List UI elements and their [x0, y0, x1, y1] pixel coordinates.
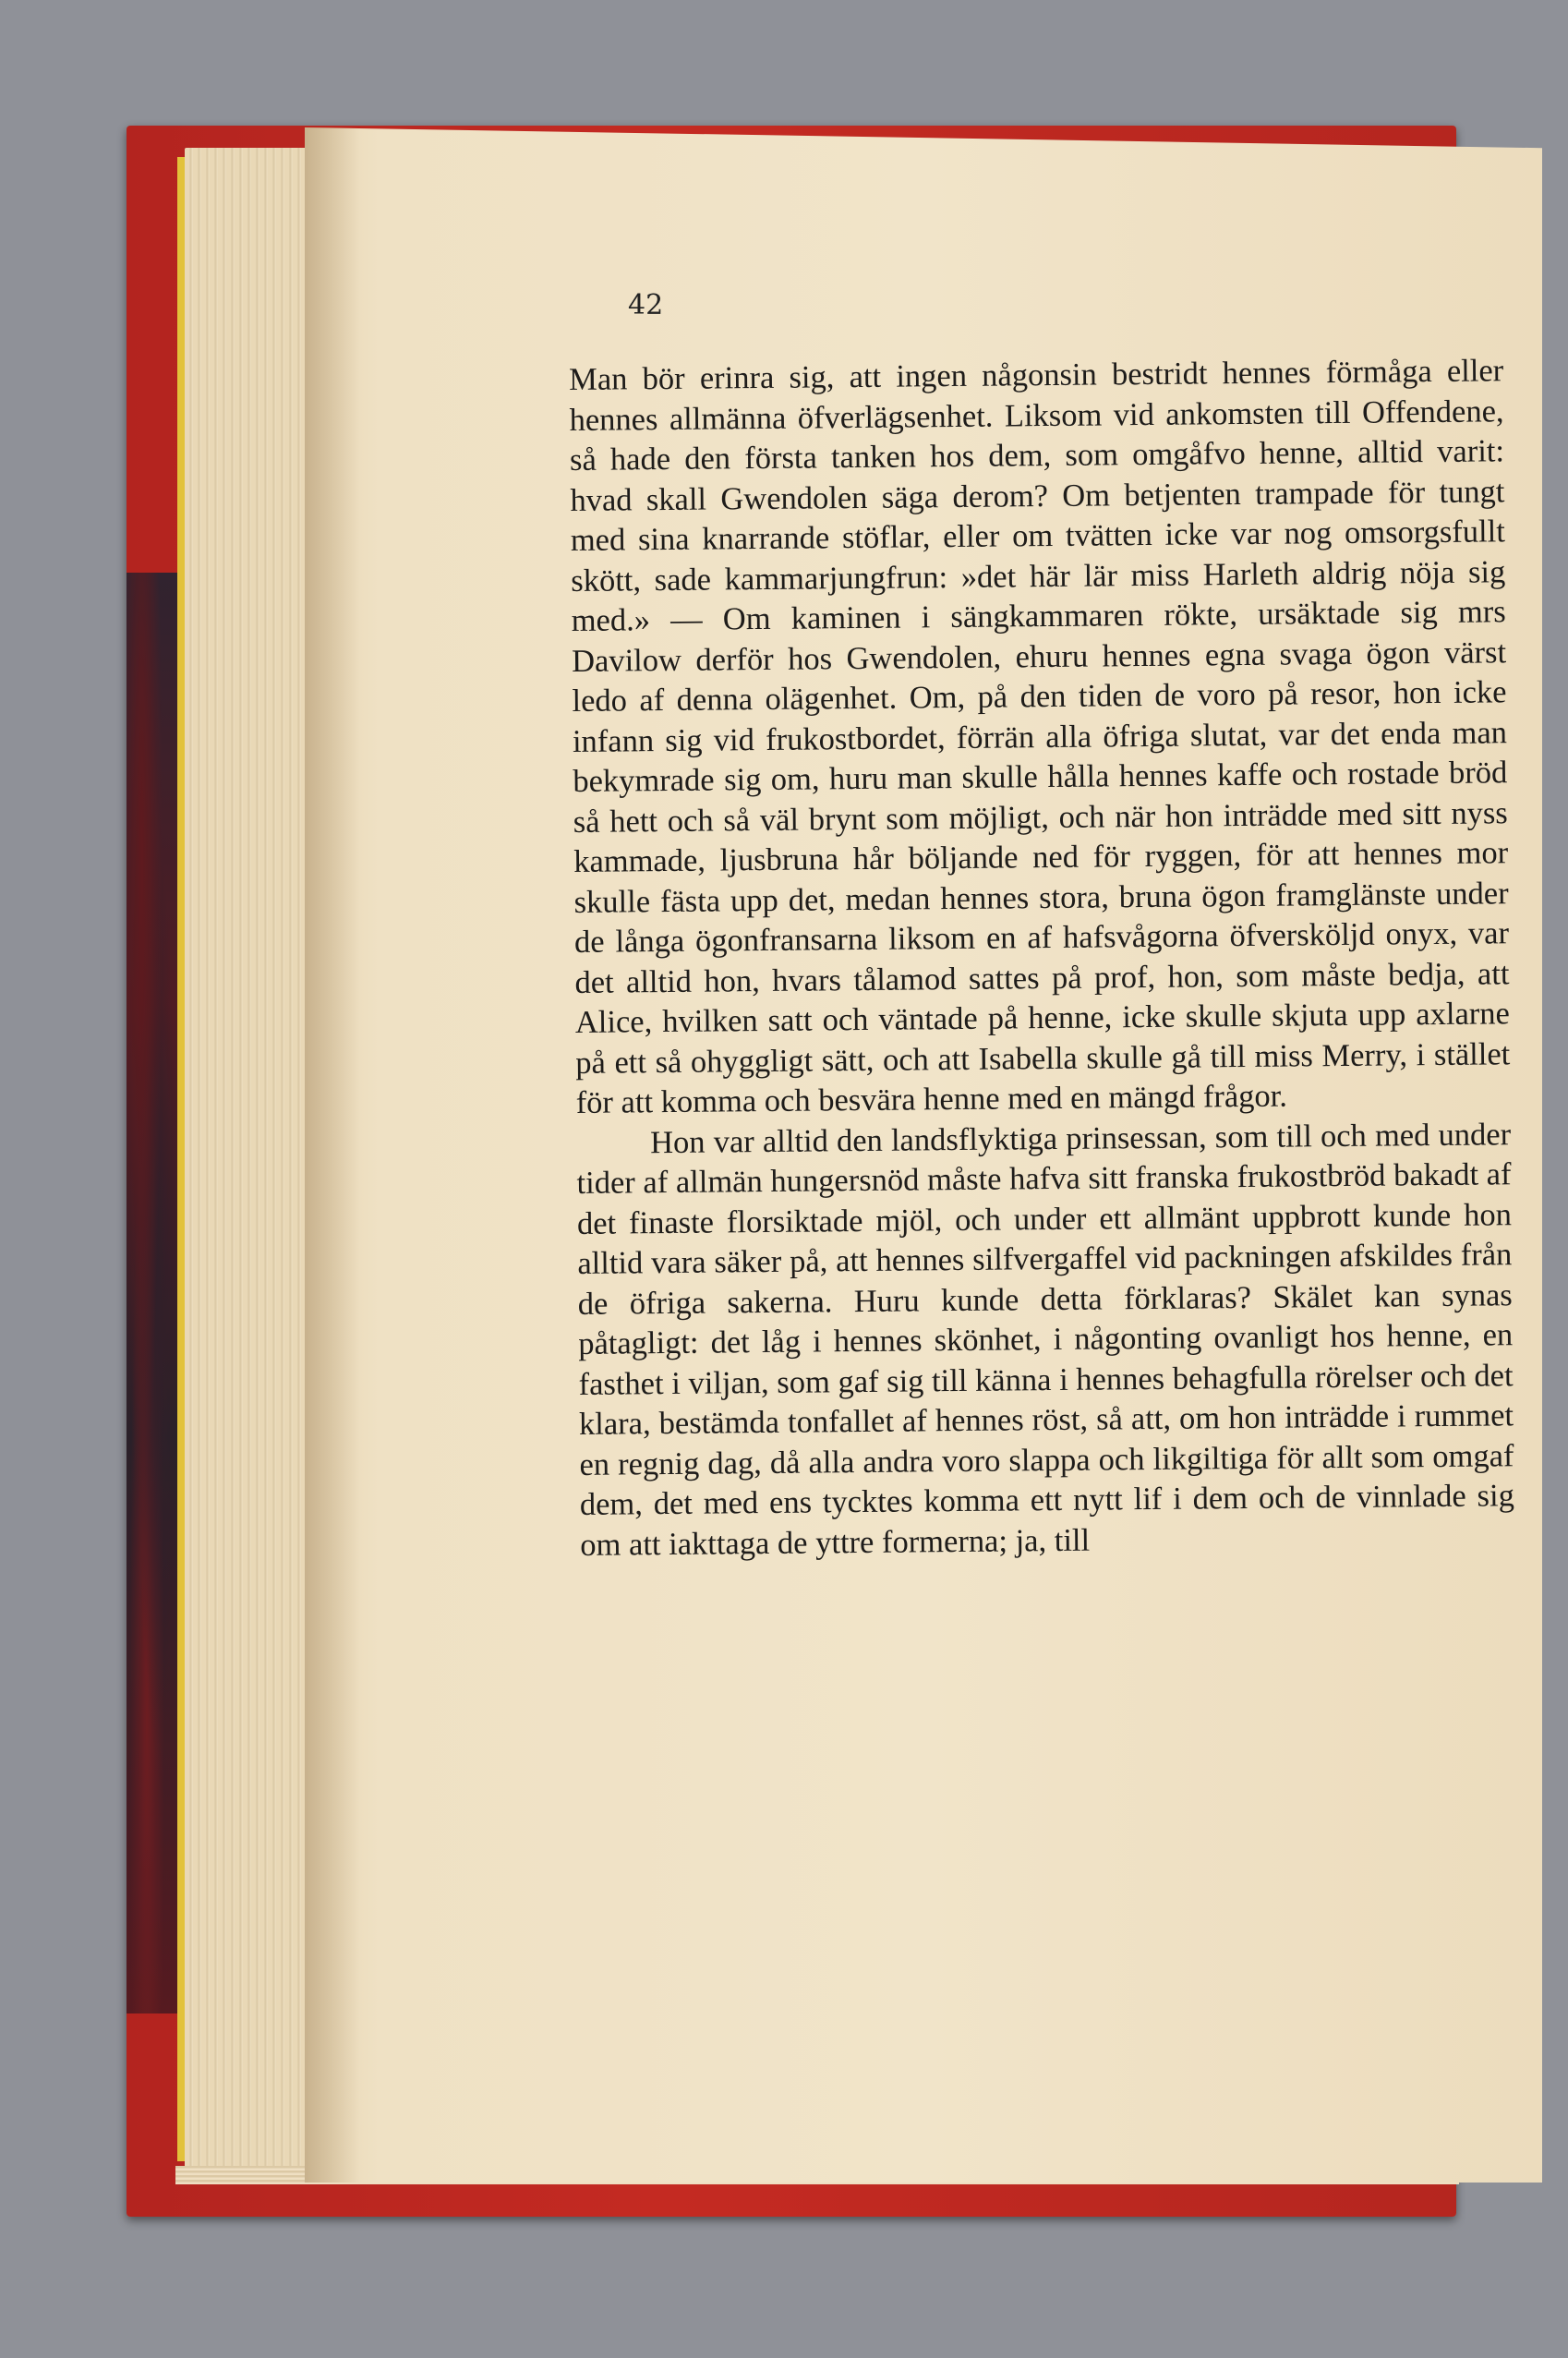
page-body-text	[569, 351, 1514, 1566]
page-stack	[185, 148, 323, 2180]
paragraph: Hon var alltid den landsflyktiga prinsessan, som till och med under tider af allmän hungersnöd måste hafva sitt franska frukostbröd bakadt af det finaste florsiktade mjöl, och under ett allmänt uppbrott kunde hon alltid vara säker på, att hennes silfvergaffel vid packningen afskildes från de öfriga sakerna. Huru kunde detta förklaras? Skälet kan synas påtagligt: det låg i hennes skönhet, i någonting ovanligt hos henne, en fasthet i viljan, som gaf sig till känna i hennes behagfulla rörelser och det klara, bestämda tonfallet af hennes röst, så att, om hon inträdde i rummet en regnig dag, då alla andra voro slappa och likgiltiga för allt som omgaf dem, det med ens tycktes komma ett nytt lif i dem och de vinnlade sig om att iakttaga de yttre formerna; ja, till	[576, 1116, 1515, 1563]
gutter-shadow	[305, 127, 360, 2183]
paragraph: Man bör erinra sig, att ingen någonsin bestridt hennes förmåga eller hennes allmänna öfverlägsenhet. Liksom vid ankomsten till Offendene, så hade den första tanken hos dem, som omgåfvo henne, alltid varit: hvad skall Gwendolen säga derom? Om betjenten trampade för tungt med sina knarrande stöflar, eller om tvätten icke var nog omsorgsfullt skött, sade kammarjungfrun: »det här lär miss Harleth aldrig nöja sig med.» — Om kaminen i sängkammaren rökte, ursäktade sig mrs Davilow derför hos Gwendolen, ehuru hennes egna svaga ögon värst ledo af denna olägenhet. Om, på den tiden de voro på resor, hon icke infann sig vid frukostbordet, förrän alla öfriga slutat, var det enda man bekymrade sig om, huru man skulle hålla hennes kaffe och rostade bröd så hett och så väl brynt som möjligt, och när hon inträdde med sitt nyss kammade, ljusbruna hår böljande ned för ryggen, för att hennes mor skulle fästa upp det, medan hennes stora, bruna ögon framglänste under de långa ögonfransarna liksom en af hafsvågorna öfversköljd onyx, var det alltid hon, hvars tålamod sattes på prof, hon, som måste bedja, att Alice, hvilken satt och väntade på henne, icke skulle skjuta upp axlarne på ett så ohyggligt sätt, och att Isabella skulle gå till miss Merry, i stället för att komma och besvära henne med en mängd frågor.	[569, 353, 1511, 1120]
marbled-spine	[127, 573, 177, 2013]
page-number: 42	[628, 289, 664, 321]
